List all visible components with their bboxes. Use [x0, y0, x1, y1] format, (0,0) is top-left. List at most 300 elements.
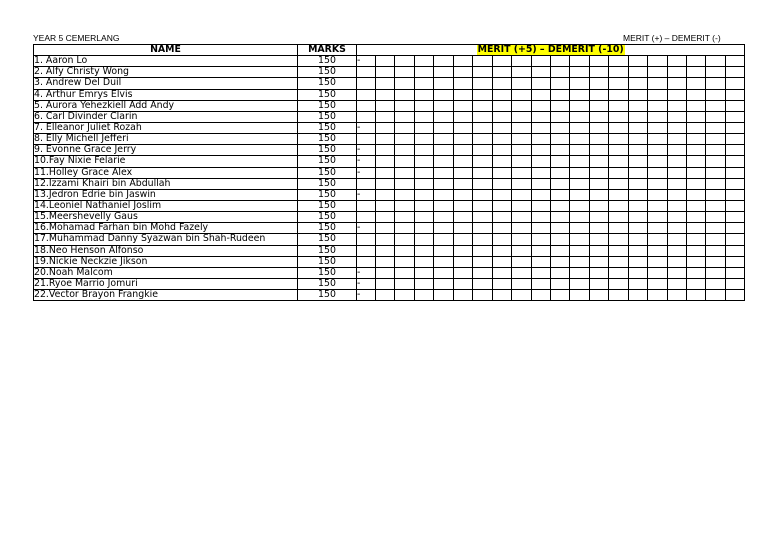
merit-demerit-cell[interactable] [687, 223, 706, 234]
merit-demerit-cell[interactable] [473, 78, 492, 89]
merit-demerit-cell[interactable] [550, 156, 569, 167]
merit-demerit-cell[interactable] [531, 145, 550, 156]
merit-demerit-cell[interactable] [357, 256, 376, 267]
merit-demerit-cell[interactable] [550, 78, 569, 89]
merit-demerit-cell[interactable] [414, 200, 433, 211]
merit-demerit-cell[interactable] [570, 100, 589, 111]
merit-demerit-cell[interactable] [376, 178, 395, 189]
merit-demerit-cell[interactable] [648, 223, 667, 234]
merit-demerit-cell[interactable] [414, 256, 433, 267]
merit-demerit-cell[interactable] [492, 78, 511, 89]
merit-demerit-cell[interactable]: - [357, 223, 376, 234]
merit-demerit-cell[interactable] [609, 100, 628, 111]
merit-demerit-cell[interactable] [434, 212, 453, 223]
merit-demerit-cell[interactable] [667, 89, 686, 100]
merit-demerit-cell[interactable] [725, 89, 744, 100]
merit-demerit-cell[interactable] [492, 134, 511, 145]
merit-demerit-cell[interactable] [453, 234, 472, 245]
merit-demerit-cell[interactable] [667, 234, 686, 245]
merit-demerit-cell[interactable] [550, 134, 569, 145]
merit-demerit-cell[interactable] [550, 245, 569, 256]
merit-demerit-cell[interactable] [648, 267, 667, 278]
merit-demerit-cell[interactable] [453, 256, 472, 267]
merit-demerit-cell[interactable] [609, 122, 628, 133]
merit-demerit-cell[interactable] [531, 245, 550, 256]
merit-demerit-cell[interactable] [357, 111, 376, 122]
merit-demerit-cell[interactable] [570, 256, 589, 267]
merit-demerit-cell[interactable] [609, 212, 628, 223]
merit-demerit-cell[interactable] [357, 212, 376, 223]
merit-demerit-cell[interactable] [706, 167, 725, 178]
merit-demerit-cell[interactable] [357, 234, 376, 245]
merit-demerit-cell[interactable] [550, 212, 569, 223]
merit-demerit-cell[interactable] [376, 122, 395, 133]
merit-demerit-cell[interactable] [550, 200, 569, 211]
merit-demerit-cell[interactable] [667, 189, 686, 200]
merit-demerit-cell[interactable] [453, 200, 472, 211]
merit-demerit-cell[interactable] [473, 212, 492, 223]
merit-demerit-cell[interactable] [395, 122, 414, 133]
merit-demerit-cell[interactable] [687, 234, 706, 245]
merit-demerit-cell[interactable] [589, 122, 608, 133]
merit-demerit-cell[interactable] [376, 111, 395, 122]
merit-demerit-cell[interactable] [395, 223, 414, 234]
merit-demerit-cell[interactable] [531, 134, 550, 145]
merit-demerit-cell[interactable] [492, 267, 511, 278]
merit-demerit-cell[interactable] [648, 122, 667, 133]
merit-demerit-cell[interactable] [667, 167, 686, 178]
merit-demerit-cell[interactable] [357, 178, 376, 189]
merit-demerit-cell[interactable] [395, 167, 414, 178]
merit-demerit-cell[interactable] [667, 111, 686, 122]
merit-demerit-cell[interactable] [376, 189, 395, 200]
merit-demerit-cell[interactable] [395, 200, 414, 211]
merit-demerit-cell[interactable] [550, 89, 569, 100]
merit-demerit-cell[interactable] [589, 212, 608, 223]
merit-demerit-cell[interactable] [687, 245, 706, 256]
merit-demerit-cell[interactable]: - [357, 145, 376, 156]
merit-demerit-cell[interactable] [667, 278, 686, 289]
merit-demerit-cell[interactable] [648, 200, 667, 211]
merit-demerit-cell[interactable] [434, 189, 453, 200]
merit-demerit-cell[interactable] [376, 67, 395, 78]
merit-demerit-cell[interactable] [434, 200, 453, 211]
merit-demerit-cell[interactable] [628, 178, 647, 189]
merit-demerit-cell[interactable] [667, 100, 686, 111]
merit-demerit-cell[interactable] [570, 234, 589, 245]
merit-demerit-cell[interactable] [414, 111, 433, 122]
merit-demerit-cell[interactable] [687, 256, 706, 267]
merit-demerit-cell[interactable] [492, 56, 511, 67]
merit-demerit-cell[interactable] [531, 234, 550, 245]
merit-demerit-cell[interactable] [473, 267, 492, 278]
merit-demerit-cell[interactable] [589, 234, 608, 245]
merit-demerit-cell[interactable] [414, 189, 433, 200]
merit-demerit-cell[interactable] [628, 200, 647, 211]
merit-demerit-cell[interactable] [376, 89, 395, 100]
merit-demerit-cell[interactable] [628, 89, 647, 100]
merit-demerit-cell[interactable] [414, 134, 433, 145]
merit-demerit-cell[interactable] [376, 100, 395, 111]
merit-demerit-cell[interactable] [453, 78, 472, 89]
merit-demerit-cell[interactable] [589, 78, 608, 89]
merit-demerit-cell[interactable] [376, 134, 395, 145]
merit-demerit-cell[interactable] [706, 134, 725, 145]
merit-demerit-cell[interactable] [589, 167, 608, 178]
merit-demerit-cell[interactable] [357, 100, 376, 111]
merit-demerit-cell[interactable] [667, 290, 686, 301]
merit-demerit-cell[interactable] [628, 56, 647, 67]
merit-demerit-cell[interactable] [473, 189, 492, 200]
merit-demerit-cell[interactable] [570, 200, 589, 211]
merit-demerit-cell[interactable] [706, 189, 725, 200]
merit-demerit-cell[interactable] [376, 56, 395, 67]
merit-demerit-cell[interactable] [706, 145, 725, 156]
merit-demerit-cell[interactable] [453, 189, 472, 200]
merit-demerit-cell[interactable] [609, 89, 628, 100]
merit-demerit-cell[interactable] [453, 122, 472, 133]
merit-demerit-cell[interactable] [434, 56, 453, 67]
merit-demerit-cell[interactable] [531, 167, 550, 178]
merit-demerit-cell[interactable] [550, 56, 569, 67]
merit-demerit-cell[interactable] [414, 245, 433, 256]
merit-demerit-cell[interactable] [357, 67, 376, 78]
merit-demerit-cell[interactable] [434, 78, 453, 89]
merit-demerit-cell[interactable] [687, 189, 706, 200]
merit-demerit-cell[interactable] [609, 167, 628, 178]
merit-demerit-cell[interactable] [628, 234, 647, 245]
merit-demerit-cell[interactable] [453, 156, 472, 167]
merit-demerit-cell[interactable] [609, 156, 628, 167]
merit-demerit-cell[interactable] [512, 67, 531, 78]
merit-demerit-cell[interactable] [648, 78, 667, 89]
merit-demerit-cell[interactable] [434, 122, 453, 133]
merit-demerit-cell[interactable] [512, 245, 531, 256]
merit-demerit-cell[interactable] [395, 145, 414, 156]
merit-demerit-cell[interactable] [357, 78, 376, 89]
merit-demerit-cell[interactable] [687, 100, 706, 111]
merit-demerit-cell[interactable] [570, 178, 589, 189]
merit-demerit-cell[interactable] [434, 156, 453, 167]
merit-demerit-cell[interactable] [570, 245, 589, 256]
merit-demerit-cell[interactable] [434, 167, 453, 178]
merit-demerit-cell[interactable] [628, 78, 647, 89]
merit-demerit-cell[interactable] [725, 189, 744, 200]
merit-demerit-cell[interactable]: - [357, 156, 376, 167]
merit-demerit-cell[interactable] [453, 290, 472, 301]
merit-demerit-cell[interactable] [667, 78, 686, 89]
merit-demerit-cell[interactable] [473, 56, 492, 67]
merit-demerit-cell[interactable] [395, 234, 414, 245]
merit-demerit-cell[interactable] [609, 67, 628, 78]
merit-demerit-cell[interactable] [687, 200, 706, 211]
merit-demerit-cell[interactable] [434, 234, 453, 245]
merit-demerit-cell[interactable] [414, 178, 433, 189]
merit-demerit-cell[interactable] [687, 89, 706, 100]
merit-demerit-cell[interactable] [570, 290, 589, 301]
merit-demerit-cell[interactable] [725, 67, 744, 78]
merit-demerit-cell[interactable] [473, 122, 492, 133]
merit-demerit-cell[interactable] [453, 178, 472, 189]
merit-demerit-cell[interactable] [473, 89, 492, 100]
merit-demerit-cell[interactable] [512, 212, 531, 223]
merit-demerit-cell[interactable] [570, 145, 589, 156]
merit-demerit-cell[interactable] [648, 89, 667, 100]
merit-demerit-cell[interactable] [725, 56, 744, 67]
merit-demerit-cell[interactable] [570, 189, 589, 200]
merit-demerit-cell[interactable] [589, 56, 608, 67]
merit-demerit-cell[interactable] [473, 134, 492, 145]
merit-demerit-cell[interactable] [648, 245, 667, 256]
merit-demerit-cell[interactable] [687, 167, 706, 178]
merit-demerit-cell[interactable] [395, 245, 414, 256]
merit-demerit-cell[interactable] [414, 67, 433, 78]
merit-demerit-cell[interactable] [706, 122, 725, 133]
merit-demerit-cell[interactable] [589, 245, 608, 256]
merit-demerit-cell[interactable] [589, 200, 608, 211]
merit-demerit-cell[interactable] [453, 278, 472, 289]
merit-demerit-cell[interactable] [357, 134, 376, 145]
merit-demerit-cell[interactable] [414, 122, 433, 133]
merit-demerit-cell[interactable] [414, 100, 433, 111]
merit-demerit-cell[interactable] [395, 67, 414, 78]
merit-demerit-cell[interactable] [512, 56, 531, 67]
merit-demerit-cell[interactable] [376, 156, 395, 167]
merit-demerit-cell[interactable] [395, 156, 414, 167]
merit-demerit-cell[interactable] [492, 278, 511, 289]
merit-demerit-cell[interactable] [725, 122, 744, 133]
merit-demerit-cell[interactable] [512, 223, 531, 234]
merit-demerit-cell[interactable] [531, 278, 550, 289]
merit-demerit-cell[interactable] [376, 167, 395, 178]
merit-demerit-cell[interactable] [414, 156, 433, 167]
merit-demerit-cell[interactable] [706, 56, 725, 67]
merit-demerit-cell[interactable] [531, 122, 550, 133]
merit-demerit-cell[interactable] [376, 256, 395, 267]
merit-demerit-cell[interactable] [395, 100, 414, 111]
merit-demerit-cell[interactable] [453, 67, 472, 78]
merit-demerit-cell[interactable] [725, 212, 744, 223]
merit-demerit-cell[interactable] [512, 78, 531, 89]
merit-demerit-cell[interactable] [531, 67, 550, 78]
merit-demerit-cell[interactable] [589, 267, 608, 278]
merit-demerit-cell[interactable] [667, 156, 686, 167]
merit-demerit-cell[interactable] [628, 122, 647, 133]
merit-demerit-cell[interactable] [512, 145, 531, 156]
merit-demerit-cell[interactable] [667, 212, 686, 223]
merit-demerit-cell[interactable] [589, 100, 608, 111]
merit-demerit-cell[interactable] [395, 89, 414, 100]
merit-demerit-cell[interactable] [550, 189, 569, 200]
merit-demerit-cell[interactable] [609, 78, 628, 89]
merit-demerit-cell[interactable] [725, 100, 744, 111]
merit-demerit-cell[interactable] [648, 100, 667, 111]
merit-demerit-cell[interactable] [648, 56, 667, 67]
merit-demerit-cell[interactable] [434, 223, 453, 234]
merit-demerit-cell[interactable] [687, 267, 706, 278]
merit-demerit-cell[interactable] [492, 178, 511, 189]
merit-demerit-cell[interactable]: - [357, 167, 376, 178]
merit-demerit-cell[interactable] [667, 122, 686, 133]
merit-demerit-cell[interactable] [453, 100, 472, 111]
merit-demerit-cell[interactable] [492, 100, 511, 111]
merit-demerit-cell[interactable] [414, 167, 433, 178]
merit-demerit-cell[interactable] [570, 67, 589, 78]
merit-demerit-cell[interactable] [706, 256, 725, 267]
merit-demerit-cell[interactable] [473, 223, 492, 234]
merit-demerit-cell[interactable] [550, 256, 569, 267]
merit-demerit-cell[interactable] [473, 167, 492, 178]
merit-demerit-cell[interactable] [687, 67, 706, 78]
merit-demerit-cell[interactable] [492, 145, 511, 156]
merit-demerit-cell[interactable] [667, 267, 686, 278]
merit-demerit-cell[interactable] [434, 134, 453, 145]
merit-demerit-cell[interactable] [706, 290, 725, 301]
merit-demerit-cell[interactable] [570, 278, 589, 289]
merit-demerit-cell[interactable] [628, 67, 647, 78]
merit-demerit-cell[interactable] [609, 267, 628, 278]
merit-demerit-cell[interactable] [492, 89, 511, 100]
merit-demerit-cell[interactable] [687, 178, 706, 189]
merit-demerit-cell[interactable] [376, 245, 395, 256]
merit-demerit-cell[interactable] [725, 178, 744, 189]
merit-demerit-cell[interactable] [453, 267, 472, 278]
merit-demerit-cell[interactable] [570, 223, 589, 234]
merit-demerit-cell[interactable] [687, 56, 706, 67]
merit-demerit-cell[interactable] [706, 212, 725, 223]
merit-demerit-cell[interactable] [473, 290, 492, 301]
merit-demerit-cell[interactable] [376, 200, 395, 211]
merit-demerit-cell[interactable] [589, 156, 608, 167]
merit-demerit-cell[interactable] [414, 212, 433, 223]
merit-demerit-cell[interactable] [706, 178, 725, 189]
merit-demerit-cell[interactable] [512, 267, 531, 278]
merit-demerit-cell[interactable] [512, 111, 531, 122]
merit-demerit-cell[interactable] [570, 56, 589, 67]
merit-demerit-cell[interactable]: - [357, 278, 376, 289]
merit-demerit-cell[interactable] [531, 111, 550, 122]
merit-demerit-cell[interactable] [667, 256, 686, 267]
merit-demerit-cell[interactable] [687, 290, 706, 301]
merit-demerit-cell[interactable] [628, 111, 647, 122]
merit-demerit-cell[interactable] [434, 67, 453, 78]
merit-demerit-cell[interactable] [434, 178, 453, 189]
merit-demerit-cell[interactable] [550, 290, 569, 301]
merit-demerit-cell[interactable] [570, 134, 589, 145]
merit-demerit-cell[interactable] [492, 189, 511, 200]
merit-demerit-cell[interactable] [512, 100, 531, 111]
merit-demerit-cell[interactable] [376, 278, 395, 289]
merit-demerit-cell[interactable] [648, 256, 667, 267]
merit-demerit-cell[interactable] [570, 267, 589, 278]
merit-demerit-cell[interactable] [648, 234, 667, 245]
merit-demerit-cell[interactable] [531, 267, 550, 278]
merit-demerit-cell[interactable] [376, 267, 395, 278]
merit-demerit-cell[interactable] [453, 111, 472, 122]
merit-demerit-cell[interactable] [492, 290, 511, 301]
merit-demerit-cell[interactable] [570, 212, 589, 223]
merit-demerit-cell[interactable] [628, 245, 647, 256]
merit-demerit-cell[interactable] [550, 122, 569, 133]
merit-demerit-cell[interactable] [453, 134, 472, 145]
merit-demerit-cell[interactable] [589, 67, 608, 78]
merit-demerit-cell[interactable] [550, 278, 569, 289]
merit-demerit-cell[interactable] [687, 278, 706, 289]
merit-demerit-cell[interactable] [531, 89, 550, 100]
merit-demerit-cell[interactable] [492, 122, 511, 133]
merit-demerit-cell[interactable] [395, 111, 414, 122]
merit-demerit-cell[interactable] [628, 256, 647, 267]
merit-demerit-cell[interactable] [609, 290, 628, 301]
merit-demerit-cell[interactable] [512, 134, 531, 145]
merit-demerit-cell[interactable] [376, 290, 395, 301]
merit-demerit-cell[interactable] [570, 156, 589, 167]
merit-demerit-cell[interactable] [395, 189, 414, 200]
merit-demerit-cell[interactable] [706, 245, 725, 256]
merit-demerit-cell[interactable] [628, 290, 647, 301]
merit-demerit-cell[interactable] [609, 234, 628, 245]
merit-demerit-cell[interactable] [414, 223, 433, 234]
merit-demerit-cell[interactable] [434, 145, 453, 156]
merit-demerit-cell[interactable] [395, 290, 414, 301]
merit-demerit-cell[interactable] [395, 134, 414, 145]
merit-demerit-cell[interactable] [648, 111, 667, 122]
merit-demerit-cell[interactable] [512, 156, 531, 167]
merit-demerit-cell[interactable] [628, 167, 647, 178]
merit-demerit-cell[interactable] [725, 245, 744, 256]
merit-demerit-cell[interactable] [687, 156, 706, 167]
merit-demerit-cell[interactable] [628, 134, 647, 145]
merit-demerit-cell[interactable] [550, 145, 569, 156]
merit-demerit-cell[interactable] [706, 78, 725, 89]
merit-demerit-cell[interactable] [667, 134, 686, 145]
merit-demerit-cell[interactable] [395, 212, 414, 223]
merit-demerit-cell[interactable] [531, 256, 550, 267]
merit-demerit-cell[interactable] [725, 78, 744, 89]
merit-demerit-cell[interactable] [589, 290, 608, 301]
merit-demerit-cell[interactable] [453, 223, 472, 234]
merit-demerit-cell[interactable] [648, 156, 667, 167]
merit-demerit-cell[interactable] [628, 156, 647, 167]
merit-demerit-cell[interactable] [589, 256, 608, 267]
merit-demerit-cell[interactable] [725, 234, 744, 245]
merit-demerit-cell[interactable] [357, 200, 376, 211]
merit-demerit-cell[interactable] [376, 212, 395, 223]
merit-demerit-cell[interactable] [687, 78, 706, 89]
merit-demerit-cell[interactable] [473, 234, 492, 245]
merit-demerit-cell[interactable] [492, 156, 511, 167]
merit-demerit-cell[interactable] [473, 145, 492, 156]
merit-demerit-cell[interactable] [550, 267, 569, 278]
merit-demerit-cell[interactable] [609, 145, 628, 156]
merit-demerit-cell[interactable] [550, 234, 569, 245]
merit-demerit-cell[interactable] [550, 111, 569, 122]
merit-demerit-cell[interactable] [570, 78, 589, 89]
merit-demerit-cell[interactable] [589, 111, 608, 122]
merit-demerit-cell[interactable] [725, 134, 744, 145]
merit-demerit-cell[interactable] [609, 245, 628, 256]
merit-demerit-cell[interactable] [725, 256, 744, 267]
merit-demerit-cell[interactable] [589, 134, 608, 145]
merit-demerit-cell[interactable] [512, 256, 531, 267]
merit-demerit-cell[interactable] [648, 67, 667, 78]
merit-demerit-cell[interactable] [725, 267, 744, 278]
merit-demerit-cell[interactable] [550, 178, 569, 189]
merit-demerit-cell[interactable] [667, 67, 686, 78]
merit-demerit-cell[interactable] [414, 56, 433, 67]
merit-demerit-cell[interactable] [667, 56, 686, 67]
merit-demerit-cell[interactable] [570, 122, 589, 133]
